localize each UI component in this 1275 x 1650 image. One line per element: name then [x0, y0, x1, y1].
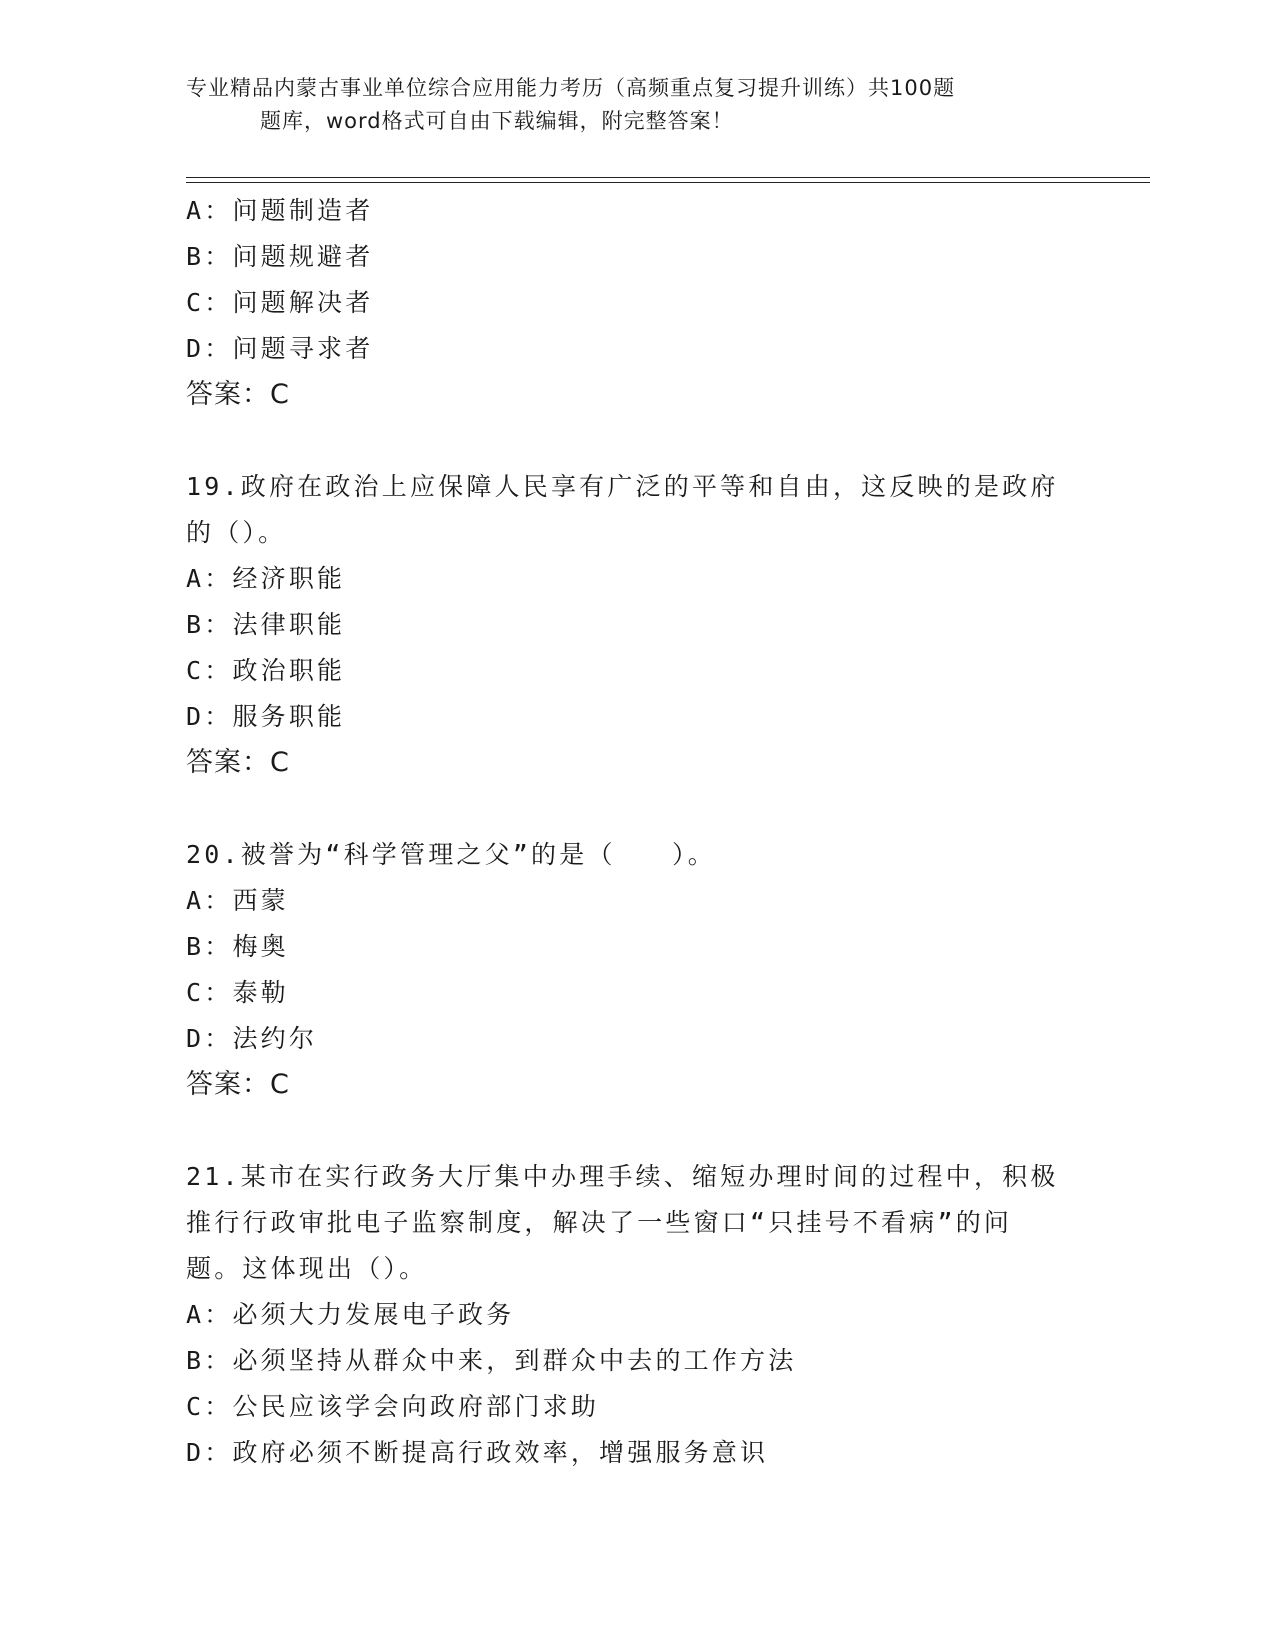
- question-20: [186, 832, 1086, 1108]
- option-b: B：梅奥: [186, 932, 289, 961]
- question-21: [186, 1154, 1086, 1476]
- option-d: D：法约尔: [186, 1024, 318, 1053]
- option-c: C：问题解决者: [186, 288, 374, 317]
- question-content: [186, 188, 1086, 1476]
- option-a: A：经济职能: [186, 564, 346, 593]
- option-c: C：泰勒: [186, 978, 289, 1007]
- option-b: B：必须坚持从群众中来，到群众中去的工作方法: [186, 1346, 797, 1375]
- question-stem-line: 21.某市在实行政务大厅集中办理手续、缩短办理时间的过程中，积极: [186, 1162, 1059, 1191]
- option-c: C：政治职能: [186, 656, 346, 685]
- spacer: [186, 418, 1086, 464]
- option-d: D：政府必须不断提高行政效率，增强服务意识: [186, 1438, 769, 1467]
- header-title-line-2: 题库，word格式可自由下载编辑，附完整答案！: [260, 109, 734, 133]
- header-title-line-1: 专业精品内蒙古事业单位综合应用能力考历（高频重点复习提升训练）共100题: [186, 76, 956, 100]
- option-a: A：问题制造者: [186, 196, 374, 225]
- question-stem-line: 题。这体现出（）。: [186, 1254, 428, 1283]
- question-18: [186, 188, 1086, 418]
- spacer: [186, 1108, 1086, 1154]
- document-header: [186, 72, 1086, 138]
- answer-line: 答案：C: [186, 747, 290, 778]
- spacer: [186, 786, 1086, 832]
- header-divider-bottom: [186, 182, 1150, 183]
- question-stem-line: 的（）。: [186, 518, 287, 547]
- option-d: D：问题寻求者: [186, 334, 374, 363]
- answer-line: 答案：C: [186, 379, 290, 410]
- question-stem-line: 20.被誉为“科学管理之父”的是（ ）。: [186, 840, 716, 869]
- option-d: D：服务职能: [186, 702, 346, 731]
- option-b: B：问题规避者: [186, 242, 374, 271]
- question-stem-line: 19.政府在政治上应保障人民享有广泛的平等和自由，这反映的是政府: [186, 472, 1059, 501]
- header-divider-top: [186, 177, 1150, 178]
- option-a: A：西蒙: [186, 886, 289, 915]
- answer-line: 答案：C: [186, 1069, 290, 1100]
- question-stem-line: 推行行政审批电子监察制度，解决了一些窗口“只挂号不看病”的问: [186, 1208, 1013, 1237]
- option-a: A：必须大力发展电子政务: [186, 1300, 515, 1329]
- option-b: B：法律职能: [186, 610, 346, 639]
- question-19: [186, 464, 1086, 786]
- option-c: C：公民应该学会向政府部门求助: [186, 1392, 600, 1421]
